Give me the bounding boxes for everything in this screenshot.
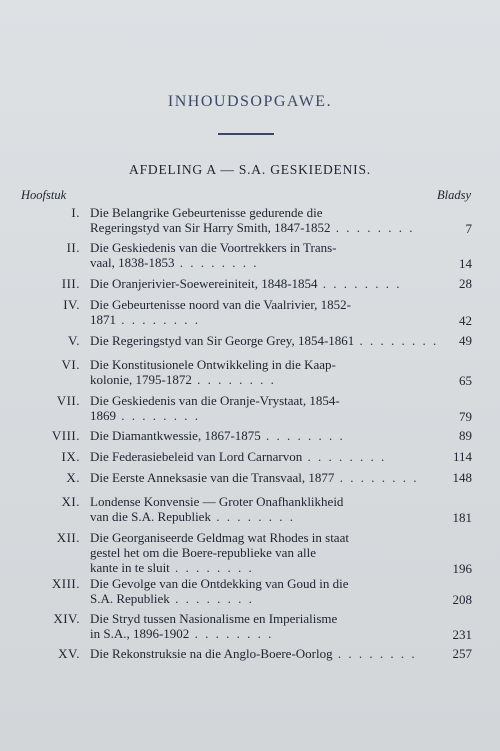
chapter-title xyxy=(90,611,426,641)
leader-dots: . . . . . . . . xyxy=(116,312,200,327)
chapter-title-line: van die S.A. Republiek . . . . . . . . xyxy=(90,509,295,524)
page-number: 208 xyxy=(452,591,472,607)
page-number: 14 xyxy=(459,255,472,271)
chapter-title xyxy=(90,470,426,485)
chapter-number: XII. xyxy=(56,530,80,545)
page-column-header: Bladsy xyxy=(436,188,471,202)
leader-dots: . . . . . . . . xyxy=(317,276,402,291)
page-number: 114 xyxy=(452,449,472,464)
chapter-title xyxy=(90,530,426,575)
chapter-number: VIII. xyxy=(51,428,80,443)
chapter-title xyxy=(90,333,439,348)
leader-dots: . . . . . . . . xyxy=(330,220,415,235)
leader-dots: . . . . . . . . xyxy=(189,626,274,641)
leader-dots: . . . . . . . . xyxy=(169,591,254,606)
chapter-title-line: Die Georganiseerde Geldmag wat Rhodes in staat xyxy=(90,530,349,545)
page-number: 181 xyxy=(452,509,472,525)
chapter-title-line: Die Oranjerivier-Soewereiniteit, 1848-1854 . . . . . . . . xyxy=(90,276,402,291)
page-number: 42 xyxy=(459,312,472,328)
chapter-number: XIV. xyxy=(53,611,80,626)
page-number: 148 xyxy=(452,470,472,485)
chapter-title-line: Die Diamantkwessie, 1867-1875 . . . . . . . . xyxy=(90,428,345,443)
chapter-title-line: kolonie, 1795-1872 . . . . . . . . xyxy=(90,372,276,387)
chapter-number: VI. xyxy=(61,357,80,372)
page-number: 257 xyxy=(452,646,472,661)
chapter-title-line: Die Konstitusionele Ontwikkeling in die Kaap- xyxy=(90,357,336,372)
chapter-title xyxy=(90,646,426,661)
chapter-title-line: Die Regeringstyd van Sir George Grey, 1854-1861 . . . . . . . . xyxy=(90,333,439,348)
chapter-title xyxy=(90,494,426,524)
chapter-title-line: Die Gebeurtenisse noord van die Vaalrivier, 1852- xyxy=(90,297,351,312)
page-number: 49 xyxy=(459,333,472,348)
leader-dots: . . . . . . . . xyxy=(260,428,345,443)
page-number: 231 xyxy=(452,626,472,642)
leader-dots: . . . . . . . . xyxy=(302,449,387,464)
chapter-number: IX. xyxy=(61,449,80,464)
chapter-title-line: 1871 . . . . . . . . xyxy=(90,312,200,327)
chapter-title-line: Londense Konvensie — Groter Onafhanklikheid xyxy=(90,494,344,509)
leader-dots: . . . . . . . . xyxy=(332,646,417,661)
title-rule xyxy=(218,133,274,135)
section-heading: AFDELING A — S.A. GESKIEDENIS. xyxy=(129,162,371,177)
chapter-title xyxy=(90,205,426,235)
chapter-title-line: Die Stryd tussen Nasionalisme en Imperialisme xyxy=(90,611,338,626)
chapter-title-line: kante in te sluit . . . . . . . . xyxy=(90,560,254,575)
chapter-number: X. xyxy=(66,470,80,485)
chapter-title xyxy=(90,393,426,423)
chapter-title xyxy=(90,449,426,464)
chapter-title-line: gestel het om die Boere-republieke van alle xyxy=(90,545,316,560)
leader-dots: . . . . . . . . xyxy=(334,470,419,485)
chapter-column-header: Hoofstuk xyxy=(21,188,67,202)
chapter-title xyxy=(90,297,426,327)
chapter-title-line: in S.A., 1896-1902 . . . . . . . . xyxy=(90,626,274,641)
chapter-title-line: Die Geskiedenis van die Oranje-Vrystaat, 1854- xyxy=(90,393,340,408)
page-number: 65 xyxy=(459,372,472,388)
chapter-title-line: Die Rekonstruksie na die Anglo-Boere-Oorlog . . . . . . . . xyxy=(90,646,417,661)
chapter-title-line: vaal, 1838-1853 . . . . . . . . xyxy=(90,255,259,270)
chapter-number: IV. xyxy=(63,297,80,312)
leader-dots: . . . . . . . . xyxy=(210,509,295,524)
page-number: 28 xyxy=(459,276,472,291)
chapter-title xyxy=(90,357,426,387)
chapter-number: V. xyxy=(68,333,80,348)
chapter-title-line: Die Eerste Anneksasie van die Transvaal, 1877 . . . . . . . . xyxy=(90,470,419,485)
leader-dots: . . . . . . . . xyxy=(354,333,439,348)
chapter-number: VII. xyxy=(56,393,80,408)
leader-dots: . . . . . . . . xyxy=(116,408,200,423)
leader-dots: . . . . . . . . xyxy=(191,372,276,387)
chapter-title-line: Regeringstyd van Sir Harry Smith, 1847-1852 . . . . . . . . xyxy=(90,220,415,235)
chapter-title xyxy=(90,276,426,291)
chapter-title xyxy=(90,576,426,606)
chapter-number: XV. xyxy=(58,646,80,661)
chapter-title xyxy=(90,428,426,443)
page-title: INHOUDSOPGAWE. xyxy=(167,93,333,110)
chapter-title-line: Die Belangrike Gebeurtenisse gedurende die xyxy=(90,205,323,220)
leader-dots: . . . . . . . . xyxy=(174,255,259,270)
chapter-number: II. xyxy=(66,240,80,255)
chapter-title-line: S.A. Republiek . . . . . . . . xyxy=(90,591,254,606)
chapter-number: III. xyxy=(61,276,80,291)
page-number: 79 xyxy=(459,408,472,424)
chapter-title xyxy=(90,240,426,270)
chapter-number: XI. xyxy=(61,494,80,509)
chapter-title-line: 1869 . . . . . . . . xyxy=(90,408,200,423)
page-number: 7 xyxy=(465,220,472,236)
chapter-number: XIII. xyxy=(51,576,80,591)
leader-dots: . . . . . . . . xyxy=(169,560,254,575)
page-number: 196 xyxy=(452,561,472,576)
chapter-title-line: Die Federasiebeleid van Lord Carnarvon . . . . . . . . xyxy=(90,449,387,464)
chapter-title-line: Die Gevolge van die Ontdekking van Goud in die xyxy=(90,576,349,591)
chapter-number: I. xyxy=(71,205,80,220)
chapter-title-line: Die Geskiedenis van die Voortrekkers in Trans- xyxy=(90,240,337,255)
page-number: 89 xyxy=(459,428,472,443)
